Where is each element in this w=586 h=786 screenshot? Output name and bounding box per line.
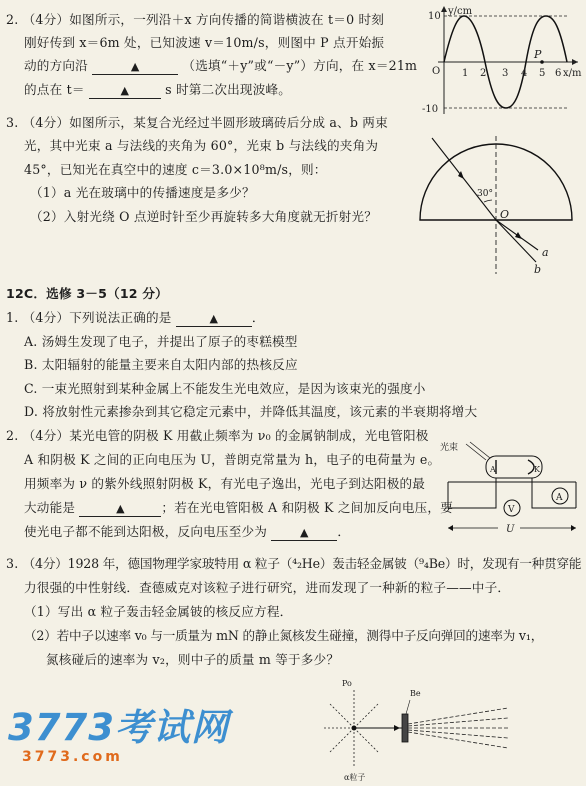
c1-option-a: A. 汤姆生发现了电子，并提出了原子的枣糕模型 xyxy=(24,334,298,349)
c2-line2: A 和阴极 K 之间的正向电压为 U，普朗克常量为 h，电子的电荷量为 e。 xyxy=(24,452,441,467)
q2-line4 xyxy=(24,82,291,99)
c3-text1: （4分）1928 年，德国物理学家玻特用 α 粒子（⁴₂He）轰击轻金属铍（⁹₄Be）时，发现有一种贯穿能 xyxy=(22,556,582,571)
c1-text: （4分）下列说法正确的是 xyxy=(22,310,172,325)
q2-text1: 如图所示，一列沿＋x 方向传播的简谐横波在 t＝0 时刻 xyxy=(69,12,385,27)
semicircle-angle: 30° xyxy=(477,189,493,199)
wave-ytick-top: 10 xyxy=(428,11,441,22)
c2-line3: 用频率为 ν 的紫外线照射阴极 K，有光电子逸出，光电子到达阳极的最 xyxy=(24,476,426,491)
wave-ytick-bottom: -10 xyxy=(422,104,439,115)
wave-xtick-4: 4 xyxy=(521,68,528,79)
q3-line3: 45°，已知光在真空中的速度 c＝3.0×10⁸m/s，则： xyxy=(24,162,327,177)
q3-line1 xyxy=(6,115,388,130)
q3-text1: 如图所示，某复合光经过半圆形玻璃砖后分成 a、b 两束 xyxy=(69,115,388,130)
wave-y-unit: y/cm xyxy=(448,6,473,17)
c2-text1: （4分）某光电管的阴极 K 用截止频率为 ν₀ 的金属钠制成，光电管阳极 xyxy=(22,428,429,443)
c2-text4b: ；若在光电管阳极 A 和阴极 K 之间加反向电压，要 xyxy=(161,500,453,515)
phototube-cathode: K xyxy=(534,465,540,474)
c1-option-c: C. 一束光照射到某种金属上不能发生光电效应，是因为该束光的强度小 xyxy=(24,381,426,396)
ray-b-label: b xyxy=(534,263,542,276)
wave-xtick-2: 2 xyxy=(480,68,487,79)
semicircle-center: O xyxy=(500,208,510,221)
wave-xtick-6: 6 xyxy=(555,68,562,79)
section-title: 12C．选修 3－5（12 分） xyxy=(6,286,168,301)
ammeter-label: A xyxy=(556,493,563,503)
q2-line2: 刚好传到 x＝6m 处，已知波速 v＝10m/s，则图中 P 点开始振 xyxy=(24,35,385,50)
ray-a-label: a xyxy=(542,246,549,259)
watermark-logo xyxy=(8,708,229,766)
c3-sub1: （1）写出 α 粒子轰击轻金属铍的核反应方程． xyxy=(24,604,293,619)
phototube-anode: A xyxy=(490,465,496,474)
wave-graph xyxy=(418,2,584,118)
wave-xtick-1: 1 xyxy=(462,68,469,79)
c2-text5a: 使光电子都不能到达阳极，反向电压至少为 xyxy=(24,524,268,539)
watermark-url: 3773.com xyxy=(22,749,123,765)
c3-sub2: （2）若中子以速率 v₀ 与一质量为 mN 的静止氮核发生碰撞，测得中子反向弹回的速率为 v₁， xyxy=(24,628,544,643)
voltage-label: U xyxy=(506,524,515,535)
semicircle-diagram xyxy=(414,132,580,278)
q2-answer-blank-2[interactable] xyxy=(89,82,161,99)
voltmeter-label: V xyxy=(508,505,515,515)
q3-sub2: （2）入射光绕 O 点逆时针至少再旋转多大角度就无折射光？ xyxy=(30,209,377,224)
c2-number: 2. xyxy=(6,428,19,443)
q2-text4b: s 时第二次出现波峰。 xyxy=(165,82,292,97)
c3-line2: 力很强的中性射线．查德威克对该粒子进行研究，进而发现了一种新的粒子——中子． xyxy=(24,580,511,595)
wave-xtick-5: 5 xyxy=(539,68,546,79)
c3-number: 3. xyxy=(6,556,19,571)
q2-line1 xyxy=(6,12,384,27)
blank-mark-icon: ▲ xyxy=(299,526,309,539)
alpha-diagram xyxy=(318,676,518,786)
blank-mark-icon: ▲ xyxy=(116,502,125,515)
q3-line2: 光，其中光束 a 与法线的夹角为 60°，光束 b 与法线的夹角为 xyxy=(24,138,379,153)
c2-answer-blank-2[interactable] xyxy=(271,524,337,541)
q2-number: 2. xyxy=(6,12,19,27)
q2-text3a: 动的方向沿 xyxy=(24,58,88,73)
q3-score: （4分） xyxy=(22,115,70,130)
c3-line1 xyxy=(6,556,581,571)
q2-text3b: （选填“＋y”或“－y”）方向，在 x＝21m xyxy=(182,58,418,73)
wave-xtick-3: 3 xyxy=(502,68,509,79)
alpha-target-label: Be xyxy=(410,689,421,698)
alpha-caption: α粒子 xyxy=(344,773,366,782)
wave-origin: O xyxy=(432,66,441,77)
blank-mark-icon: ▲ xyxy=(209,312,219,325)
q2-text4a: 的点在 t＝ xyxy=(24,82,85,97)
c2-line5: 使光电子都不能到达阳极，反向电压至少为 ▲ ． xyxy=(24,524,351,539)
c2-answer-blank-1[interactable] xyxy=(79,500,161,517)
phototube-light-label: 光束 xyxy=(440,443,459,453)
alpha-source-label: Po xyxy=(342,679,352,688)
c2-line4 xyxy=(24,500,453,517)
q2-line3 xyxy=(24,58,417,75)
c1-option-d: D. 将放射性元素掺杂到其它稳定元素中，并降低其温度，该元素的半衰期将增大 xyxy=(24,404,478,419)
c2-line1 xyxy=(6,428,429,443)
phototube-diagram xyxy=(436,436,582,538)
q3-sub1: （1）a 光在玻璃中的传播速度是多少？ xyxy=(30,185,255,200)
c1-number: 1. xyxy=(6,310,19,325)
c1-answer-blank[interactable] xyxy=(176,310,252,327)
c2-text4a: 大动能是 xyxy=(24,500,76,515)
blank-mark-icon: ▲ xyxy=(120,84,130,97)
wave-point-p: P xyxy=(534,48,542,61)
blank-mark-icon: ▲ xyxy=(130,60,140,73)
c1-stem: 1. （4分）下列说法正确的是 ▲ ． xyxy=(6,310,265,325)
q3-number: 3. xyxy=(6,115,19,130)
watermark-logo-text: 3773考试网 xyxy=(8,706,229,749)
c3-sub2b: 氮核碰后的速率为 v₂，则中子的质量 m 等于多少？ xyxy=(46,652,340,667)
q2-answer-blank-1[interactable] xyxy=(92,58,178,75)
q2-score: （4分） xyxy=(22,12,70,27)
wave-x-unit: x/m xyxy=(563,68,582,79)
c1-option-b: B. 太阳辐射的能量主要来自太阳内部的热核反应 xyxy=(24,357,298,372)
